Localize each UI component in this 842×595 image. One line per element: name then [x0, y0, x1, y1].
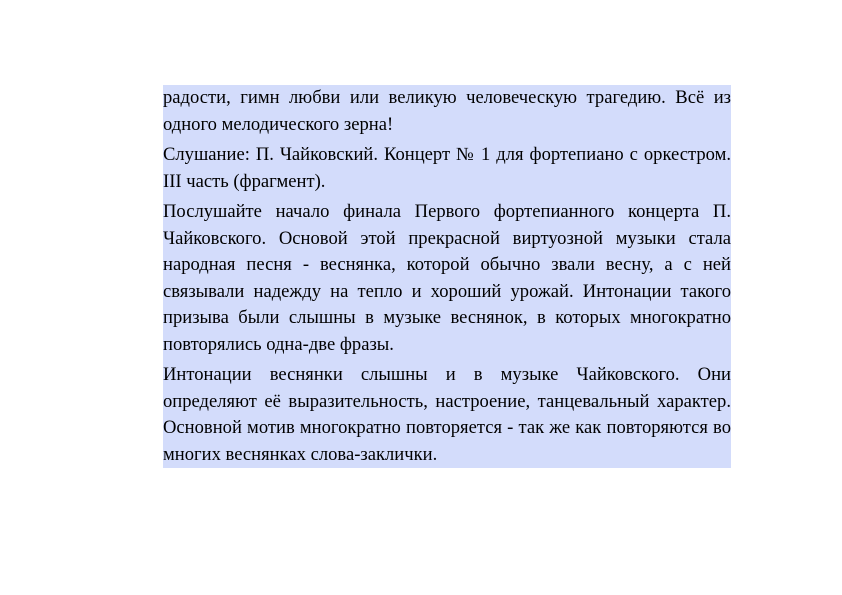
paragraph-vesnyanka-intonation: Интонации веснянки слышны и в музыке Чайковского. Они определяют её выразительность, настроение, танцевальный характер. Основной мотив многократно повторяется - так же как повторяются во многих веснянках слова-заклички. [163, 364, 731, 465]
paragraph-listening-title: Слушание: П. Чайковский. Концерт № 1 для фортепиано с оркестром. III часть (фрагмент). [163, 144, 731, 192]
paragraph-intro-ending: радости, гимн любви или великую человеческую трагедию. Всё из одного мелодического зерна! [163, 87, 731, 135]
highlighted-text-block [163, 85, 731, 468]
paragraph-concerto-description: Послушайте начало финала Первого фортепианного концерта П. Чайковского. Основой этой прекрасной виртуозной музыки стала народная песня - веснянка, которой обычно звали весну, а с ней связывали надежду на тепло и хороший урожай. Интонации такого призыва были слышны в музыке веснянок, в которых многократно повторялись одна-две фразы. [163, 201, 731, 355]
